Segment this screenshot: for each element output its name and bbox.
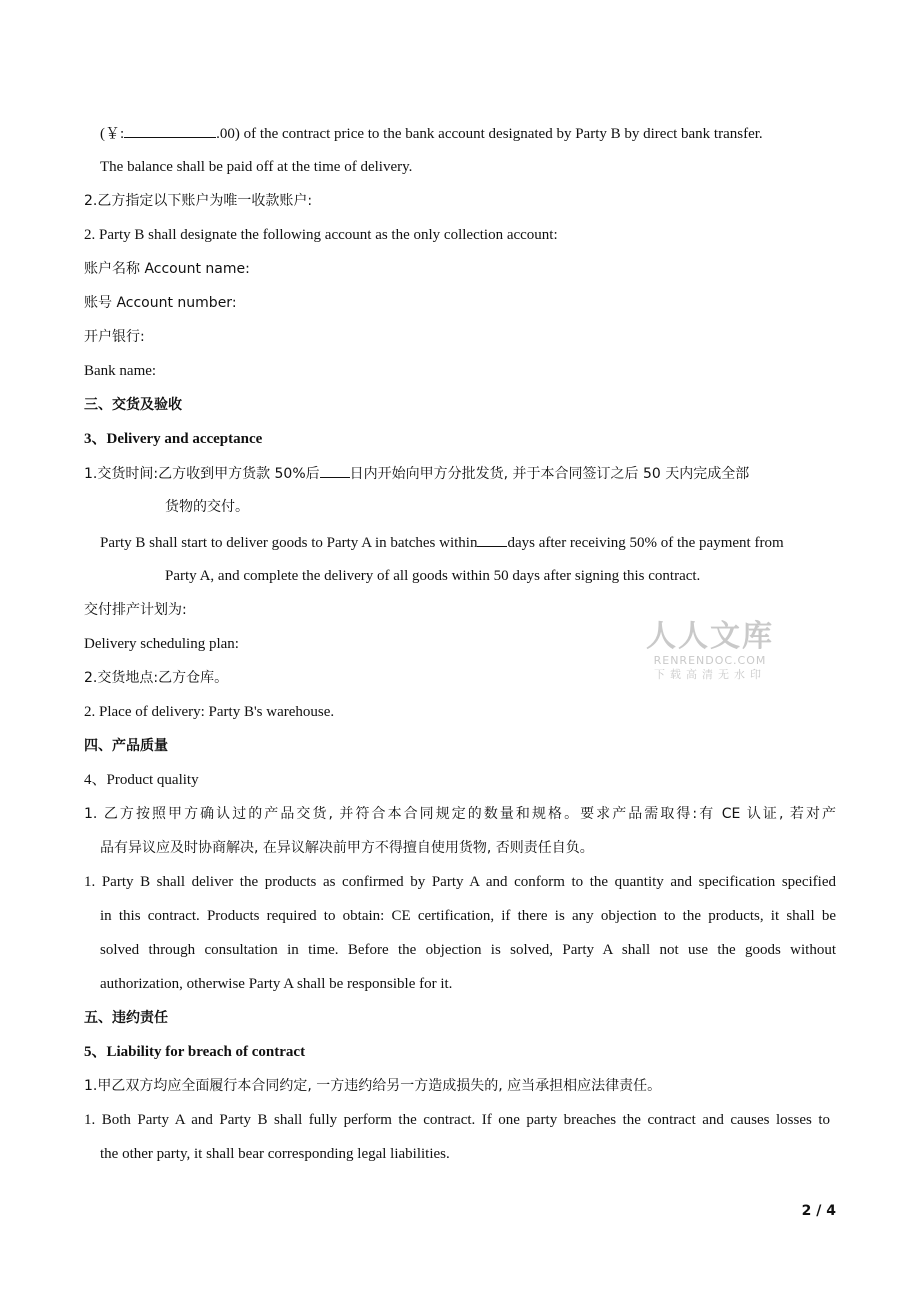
bank-cn-label: 开户银行:: [84, 329, 145, 345]
delivery-time-en-cont: Party A, and complete the delivery of all goods within 50 days after signing this contract.: [165, 568, 701, 584]
delivery-time-en-end: days after receiving 50% of the payment from: [507, 535, 784, 551]
account-number-label: 账号 Account number:: [84, 295, 237, 311]
delivery-time-cn-cont: 货物的交付。: [165, 499, 249, 515]
schedule-plan-en: Delivery scheduling plan:: [84, 636, 239, 652]
liability-clause-en-2: the other party, it shall bear corresponding legal liabilities.: [100, 1146, 450, 1162]
watermark: [645, 620, 775, 682]
schedule-plan-cn: 交付排产计划为:: [84, 602, 187, 618]
delivery-place-en: 2. Place of delivery: Party B's warehouse.: [84, 704, 335, 720]
quality-clause-en-3: solved through consultation in time. Before the objection is solved, Party A shall not use the goods without: [100, 942, 836, 958]
quality-clause-cn-cont: 品有异议应及时协商解决, 在异议解决前甲方不得擅自使用货物, 否则责任自负。: [100, 840, 594, 856]
page-number: 2 / 4: [801, 1203, 836, 1219]
section-3-heading-en: 3、Delivery and acceptance: [84, 431, 263, 447]
section-4-heading-en: 4、Product quality: [84, 772, 199, 788]
balance-line: The balance shall be paid off at the time of delivery.: [100, 159, 413, 175]
watermark-subtitle: 下载高清无水印: [654, 668, 766, 681]
liability-clause-cn: 1.甲乙双方均应全面履行本合同约定, 一方违约给另一方造成损失的, 应当承担相应法律责任。: [84, 1078, 662, 1094]
days-blank-en: [477, 532, 507, 547]
delivery-time-cn: [84, 463, 749, 484]
bank-name-label: Bank name:: [84, 363, 157, 379]
account-clause-cn: 2.乙方指定以下账户为唯一收款账户:: [84, 193, 313, 209]
section-5-heading-en: 5、Liability for breach of contract: [84, 1044, 306, 1060]
liability-clause-en-1: 1. Both Party A and Party B shall fully perform the contract. If one party breaches the contract and causes losses to: [84, 1112, 830, 1128]
quality-clause-en-1: 1. Party B shall deliver the products as confirmed by Party A and conform to the quantity and specification specified: [84, 874, 836, 890]
account-clause-en: 2. Party B shall designate the following account as the only collection account:: [84, 227, 558, 243]
delivery-time-en-start: Party B shall start to deliver goods to Party A in batches within: [100, 535, 478, 551]
quality-clause-en-4: authorization, otherwise Party A shall be responsible for it.: [100, 976, 453, 992]
delivery-time-cn-end: 日内开始向甲方分批发货, 并于本合同签订之后 50 天内完成全部: [349, 466, 750, 482]
section-3-heading-cn: 三、交货及验收: [84, 397, 182, 413]
payment-line: [100, 123, 763, 144]
amount-blank: [124, 123, 216, 138]
quality-clause-en-2: in this contract. Products required to obtain: CE certification, if there is any objection to the products, it shall be: [100, 908, 836, 924]
watermark-domain: RENRENDOC.COM: [653, 654, 767, 667]
amount-text: .00) of the contract price to the bank account designated by Party B by direct bank transfer.: [216, 126, 763, 142]
delivery-time-cn-start: 1.交货时间:乙方收到甲方货款 50%后: [84, 466, 320, 482]
watermark-title: 人人文库: [646, 619, 774, 654]
section-5-heading-cn: 五、违约责任: [84, 1010, 168, 1026]
section-4-heading-cn: 四、产品质量: [84, 738, 168, 754]
delivery-time-en: [100, 532, 784, 553]
account-name-label: 账户名称 Account name:: [84, 261, 250, 277]
days-blank-cn: [320, 463, 350, 478]
delivery-place-cn: 2.交货地点:乙方仓库。: [84, 670, 229, 686]
quality-clause-cn: 1. 乙方按照甲方确认过的产品交货, 并符合本合同规定的数量和规格。要求产品需取得:有 CE 认证, 若对产: [84, 806, 836, 822]
amount-prefix: (￥:: [100, 126, 125, 142]
